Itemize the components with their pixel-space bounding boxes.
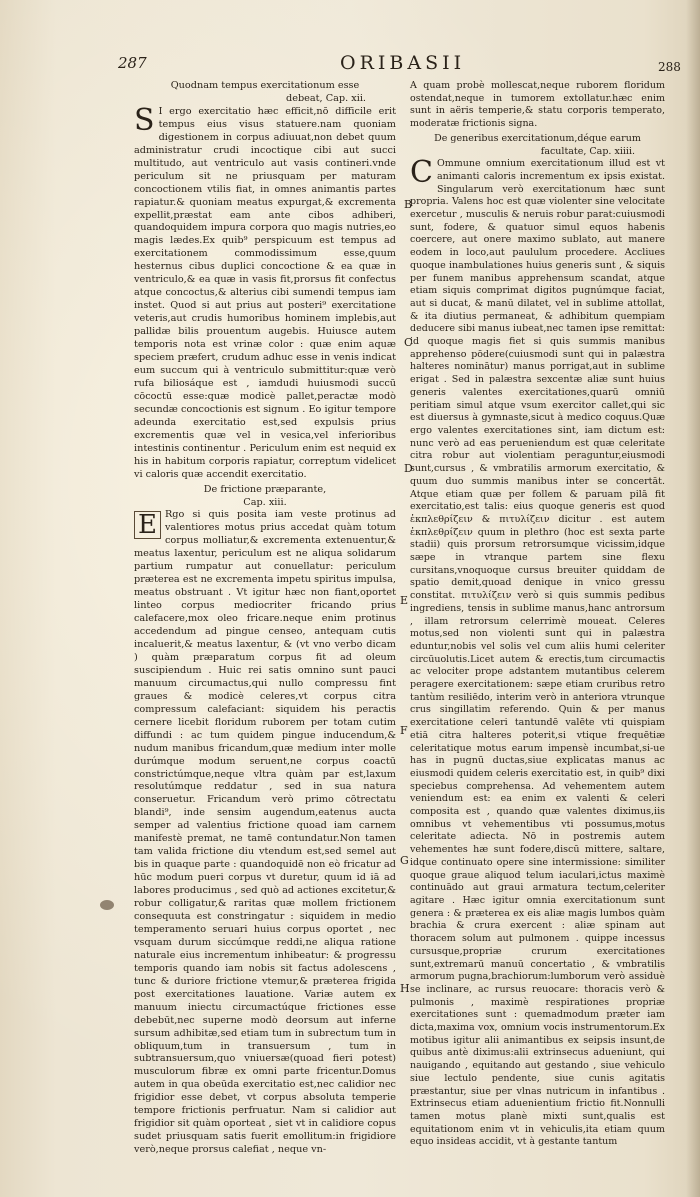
section-heading: De frictione præparante,: [203, 483, 327, 495]
section-body: [134, 509, 396, 1157]
margin-letter-c: C: [404, 336, 413, 349]
margin-letter-g: G: [400, 854, 409, 867]
continued-text: A quam probè mollescat,neque ruborem floridum ostendat,neque in tumorem extollatur.hæc enim sunt in aëris temperie,& statu corporis temperato, moderatæ frictionis signa.: [410, 80, 665, 130]
section-heading: Quodnam tempus exercitationum esse: [170, 80, 360, 91]
section-body: [134, 102, 396, 482]
page-number-right: 288: [658, 60, 681, 74]
chapter-label: facultate, Cap. xiiii.: [540, 145, 635, 157]
section-body: [410, 155, 665, 1149]
page-edge-shadow: [686, 0, 700, 1197]
margin-letter-h: H: [400, 982, 410, 995]
drop-cap: E: [134, 511, 161, 539]
section-text: I ergo exercitatio hæc efficit,nō difficile erit tempus eius visus statuere.nam quoniam digestionem in corpus adiuuat,non debet quum administratur crudi incoctique cibi aut succi multitudo, aut ventriculo aut vasis contineri.vnde periculum sit ne priusquam per maturam concoctionem vtilis fiat, in omnes animantis partes rapiatur.& quoniam meatus expurgat,& excrementa expellit,præstat eam ante cibos adhiberi, quandoquidem impura corpora quo magis nutries,eo magis lædes.Ex quib⁹ perspicuum est tempus ad exercitationem commodissimum esse,quum hesternus cibus duplici concoctione & ea quæ in ventriculo,& ea quæ in vasis fit,prorsus fit confectus atque concoctus,& alterius cibi sumendi tempus iam instet. Quod si aut prius aut posteri⁹ exercitatione veteris,aut crudis humoribus hominem implebis,aut pallidæ bilis prouentum augebis. Huiusce autem temporis nota est vrinæ color : quæ enim aquæ speciem præfert, crudum adhuc esse in venis indicat eum succum qui à ventriculo submittitur:quæ verò rufa biliosáque est , iamdudi huiusmodi succū cōcoctū esse:quæ modicè pallet,peractæ modò secundæ concoctionis est signum . Eo igitur tempore adeunda exercitatio est,sed expulsis prius excrementis quæ vel in vesica,vel inferioribus intestinis continentur . Periculum enim est nequid ex his in habitum corporis rapiatur, correptum videlicet vi caloris quæ accendit exercitatio.: [134, 105, 396, 480]
margin-letter-e: E: [400, 594, 409, 607]
chapter-label: debeat, Cap. xii.: [286, 92, 366, 104]
right-column: [410, 80, 665, 1149]
page-number-left: 287: [118, 54, 147, 72]
drop-cap: C: [410, 155, 433, 191]
margin-letter-d: D: [404, 462, 413, 475]
margin-letter-f: F: [400, 724, 408, 737]
chapter-label: Cap. xiii.: [243, 496, 287, 508]
section-text: Rgo si quis posita iam veste protinus ad valentiores motus prius accedat quàm totum corpus molliatur,& excrementa extenuentur,& meatus laxentur, periculum est ne aliqua solidarum partium rumpatur aut conuellatur: periculum præterea est ne excrementa impetu spiritus impulsa, meatus obstruant . Vt igitur hæc non fiant,oportet linteo corpus mediocriter fricando prius calefacere,mox oleo fricare.neque enim protinus accedendum ad pingue censeo, antequam cutis incaluerit,& meatus laxentur, & (vt vno verbo dicam ) quàm præparatum corpus fit ad oleum suscipiendum . Huic rei satis omnino sunt pauci manuum circumactus,qui nullo compressu fint graues & modicè celeres,vt corpus citra compressum calefaciant: siquidem his peractis cernere licebit floridum ruborem per totam cutim diffundi : ac tum quidem pingue inducendum,& nudum manibus fricandum,quæ medium inter molle durúmque modum seruent,ne corpus coactū constrictúmque,neque vltra quàm par est,laxum resolutúmque reddatur , sed in sua natura conseruetur. Fricandum verò primo cōtrectatu blandi⁹, inde sensim augendum,eatenus aucta semper ad valentius frictione quoad iam carnem manifestè premat, ne tamē contundatur.Non tamen tam valida frictione diu vtendum est,sed semel aut bis in quaque parte : quandoquidē non eò fricatur ad hūc modum pueri corpus vt duretur, quum id iā ad labores producimus , sed quò ad actiones excitetur,& robur colligatur,& raritas quæ mollem frictionem consequuta est constringatur : siquidem in medio temperamento seruari huius corpus oportet , nec vsquam durum siccúmque reddi,ne aliqua ratione naturale eius incrementum inhibeatur: & progressu temporis quando iam nobis sit factus adolescens , tunc & duriore frictione vtemur,& præterea frigida post exercitationes lauatione. Variæ autem ex manuum iniectu circumactúque frictiones esse debebūt,nec superne modò deorsum aut inferne sursum adhibitæ,sed etiam tum in subrectum tum in obliquum,tum in transuersum , tum in subtransuersum,quo vniuersæ(quoad fieri potest) musculorum fibræ ex omni parte fricentur.Domus autem in qua obeūda exercitatio est,nec calidior nec frigidior esse debet, vt corpus absoluta temperie tempore frictionis perfruatur. Nam si calidior aut frigidior sit quàm oporteat , siet vt in calidiore copus sudet priusquam satis fuerit emollitum:in frigidiore verò,neque prorsus calefiat , neque vn-: [134, 509, 396, 1156]
drop-cap: S: [134, 102, 155, 138]
section-text: Ommune omnium exercitationum illud est vt animanti caloris incrementum ex ipsis existat. Singularum verò exercitationum hæc sunt propria. Valens hoc est quæ violenter sine velocitate exercetur , musculis & neruis robur parat:cuiusmodi sunt, fodere, & quatuor simul equos habenis coercere, aut onere maximo sublato, aut manere eodem in loco,aut paululum procedere. Accliues quoque inambulationes huius generis sunt , & siquis per funem manibus apprehensum scandat, atque etiam siquis comprimat digitos pugnúmque faciat, aut si ducat, & manū dilatet, vel in sublime attollat, & ita diutius permaneat, & adhibitum quempiam deducere sibi manus iubeat,nec tamen ipse remittat: id quoque magis fiet si quis summis manibus apprehenso pōdere(cuiusmodi sunt qui in palæstra halteres nominātur) manus porrigat,aut in sublime erigat . Sed in palæstra sexcentæ aliæ sunt huius generis valentes exercitationes,quarū omniū peritiam simul atque vsum exercitor callet,qui sic est diuersus à gymnaste,sicut à medico coquus.Quæ ergo valentes exercitationes sint, iam dictum est: nunc verò ad eas perueniendum est quæ celeritate citra robur aut violentiam peraguntur,eiusmodi sunt,cursus , & vmbratilis armorum exercitatio, & quum duo summis manibus inter se concertāt. Atque etiam quæ per follem & paruam pilā fit exercitatio,est talis: eius quoque generis est quod ἐκπλεθρίζειν & πιτυλίζειν dicitur . est autem ἐκπλεθρίζειν quum in plethro (hoc est sexta parte stadii) quis prorsum retrorsumque vicissim,idque sæpe in vtranque partem sine flexu cursitans,vnoquoque cursus breuiter quiddam de spatio demit,quoad denique in vnico gressu constitat. πιτυλίζειν verò si quis summis pedibus ingrediens, tensis in sublime manus,hanc antrorsum , illam retrorsum celerrimè moueat. Celeres motus,sed non violenti sunt qui in palæstra eduntur,nobis vel solis vel cum aliis humi celeriter circūuolutis.Licet autem & erectis,tum circumactis ac velociter prope adstantem mutantibus celerem peragere exercitationem: sæpe etiam cruribus retro tantùm resiliēdo, interim verò in anteriora vtrunque crus singillatim referendo. Quin & per manus exercitatione celeri tantundē valēte vti quispiam etiā citra halteres poterit,si vtique frequētiæ celeritatique motus earum impensè incumbat,si-ue has in pugnū ductas,siue explicatas manus ac eiusmodi quidem celeris exercitatio est, in quib⁹ dixi speciebus comprehensa. Ad vehementem autem veniendum est: ea enim ex valenti & celeri composita est , quando quæ valentes diximus,iis omnibus vt vehementibus vti possumus,motus celeritate adiecta. Nō in postremis autem vehementes hæ sunt fodere,discū mittere, saltare, idque continuato opere sine intermissione: similiter quoque graue aliquod telum iaculari,ictus maximè continuādo aut graui armatura tectum,celeriter agitare . Hæc igitur omnia exercitationum sunt genera : & præterea ex eis aliæ magis lumbos quàm brachia & crura exercent : aliæ spinam aut thoracem solum aut pulmonem . quippe incessus cursusque,propriæ crurum exercitationes sunt,extremarū manuū concertatio , & vmbratilis armorum pugna,brachiorum:lumborum verò assiduè se inclinare, ac rursus reuocare: thoracis verò & pulmonis , maximè respirationes propriæ exercitationes sunt : quemadmodum præter iam dicta,maxima vox, omnium vocis instrumentorum.Ex motibus igitur alii animantibus ex seipsis insunt,de quibus antè diximus:alii extrinsecus adueniunt, qui nauigando , equitando aut gestando , siue vehiculo siue lectulo pendente, siue cunis agitatis præstantur, siue per vlnas nutricum in infantibus . Extrinsecus etiam aduenientium frictio fit.Nonnulli tamen motus planè mixti sunt,qualis est equitationom enim vt in vehiculis,ita etiam quum equo insideas accidit, vt à gestante tantum: [410, 158, 665, 1148]
ink-stain: [100, 900, 114, 910]
left-column: [134, 80, 396, 1157]
section-heading: De generibus exercitationum,déque earum: [434, 132, 641, 144]
running-title: ORIBASII: [340, 52, 466, 74]
page-header: [0, 52, 700, 76]
margin-letter-b: B: [404, 198, 413, 211]
